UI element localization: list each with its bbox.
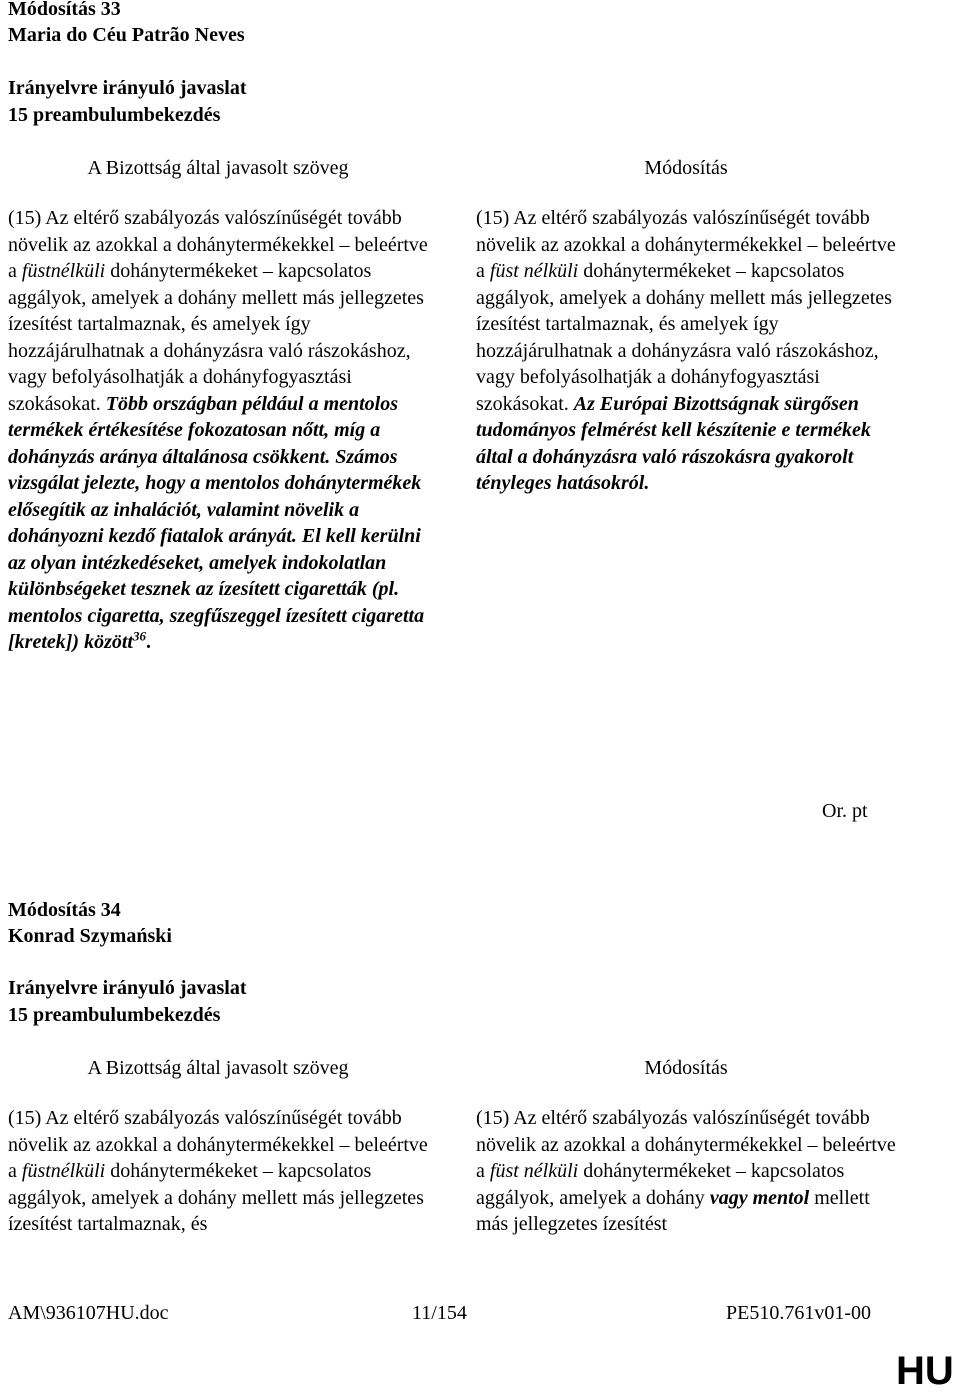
commission-text-part: (15) Az eltérő szabályozás valószínűségét tovább növelik az azokkal a dohánytermékekkel – beleértve a — [8, 1107, 428, 1182]
amendment-text-part: mellett más jellegzetes ízesítést — [476, 1186, 870, 1235]
amendment-number: Módosítás 33 — [8, 0, 121, 20]
footer-reference: PE510.761v01-00 — [726, 1302, 871, 1324]
proposal-title: Irányelvre irányuló javaslat — [8, 977, 247, 999]
amendment-text — [476, 205, 896, 497]
commission-text-header: A Bizottság által javasolt szöveg — [87, 1057, 349, 1079]
recital-reference: 15 preambulumbekezdés — [8, 1004, 221, 1026]
original-language: Or. pt — [822, 800, 868, 822]
recital-reference: 15 preambulumbekezdés — [8, 104, 221, 126]
language-code: HU — [896, 1349, 954, 1393]
footer-page-number: 11/154 — [412, 1302, 467, 1324]
footnote-reference: 36 — [132, 628, 146, 644]
commission-text — [8, 205, 428, 656]
amendment-text-header: Módosítás — [644, 1057, 728, 1079]
amendment-number: Módosítás 34 — [8, 899, 121, 921]
commission-text-part: (15) Az eltérő szabályozás valószínűségét tovább növelik az azokkal a dohánytermékekkel – beleértve a — [8, 207, 428, 282]
amendment-author: Maria do Céu Patrão Neves — [8, 24, 245, 46]
commission-text-deleted: Több országban például a mentolos termékek értékesítése fokozatosan nőtt, míg a dohányzás aránya általánosa csökkent. Számos vizsgálat jelezte, hogy a mentolos dohánytermékek elősegítik az inhalációt, valamint növelik a dohányozni kezdő fiatalok arányát. El kell kerülni az olyan intézkedéseket, amelyek indokolatlan különbségeket tesznek az ízesített cigaretták (pl. mentolos cigaretta, szegfűszeggel ízesített cigaretta [kretek]) között — [8, 392, 425, 653]
commission-text-part: dohánytermékeket – kapcsolatos aggályok, amelyek a dohány mellett más jellegzetes ízesítést tartalmaznak, és amelyek így hozzájárulhatnak a dohányzásra való rászokáshoz, vagy befolyásolhatják a dohányfogyasztási szokásokat. — [8, 260, 424, 415]
amendment-text-part: dohánytermékeket – kapcsolatos aggályok, amelyek a dohány mellett más jellegzetes ízesítést tartalmaznak, és amelyek így hozzájárulhatnak a dohányzásra való rászokáshoz, vagy befolyásolhatják a dohányfogyasztási szokásokat. — [476, 260, 892, 415]
commission-text-header: A Bizottság által javasolt szöveg — [87, 157, 349, 179]
amendment-author: Konrad Szymański — [8, 925, 172, 947]
commission-text-end: . — [145, 631, 151, 653]
amendment-text-italic: füst nélküli — [489, 1160, 579, 1182]
amendment-text-part: (15) Az eltérő szabályozás valószínűségét tovább növelik az azokkal a dohánytermékekkel – beleértve a — [476, 207, 896, 282]
commission-text-italic: füstnélküli — [21, 260, 106, 282]
footer-doc-id: AM\936107HU.doc — [8, 1302, 169, 1324]
proposal-title: Irányelvre irányuló javaslat — [8, 77, 247, 99]
amendment-text-part: (15) Az eltérő szabályozás valószínűségét tovább növelik az azokkal a dohánytermékekkel – beleértve a — [476, 1107, 896, 1182]
amendment-text-added: Az Európai Bizottságnak sürgősen tudományos felmérést kell készítenie e termékek által a dohányzásra való rászokásra gyakorolt tényleges hatásokról. — [476, 392, 871, 494]
amendment-text — [476, 1105, 896, 1238]
commission-text-italic: füstnélküli — [21, 1160, 106, 1182]
amendment-text-added: vagy mentol — [709, 1186, 810, 1209]
amendment-text-italic: füst nélküli — [489, 260, 579, 282]
commission-text-part: dohánytermékeket – kapcsolatos aggályok, amelyek a dohány mellett más jellegzetes ízesítést tartalmaznak, és — [8, 1160, 424, 1235]
amendment-text-part: dohánytermékeket – kapcsolatos aggályok, amelyek a dohány — [476, 1160, 845, 1209]
amendment-text-header: Módosítás — [644, 157, 728, 179]
commission-text — [8, 1105, 428, 1238]
